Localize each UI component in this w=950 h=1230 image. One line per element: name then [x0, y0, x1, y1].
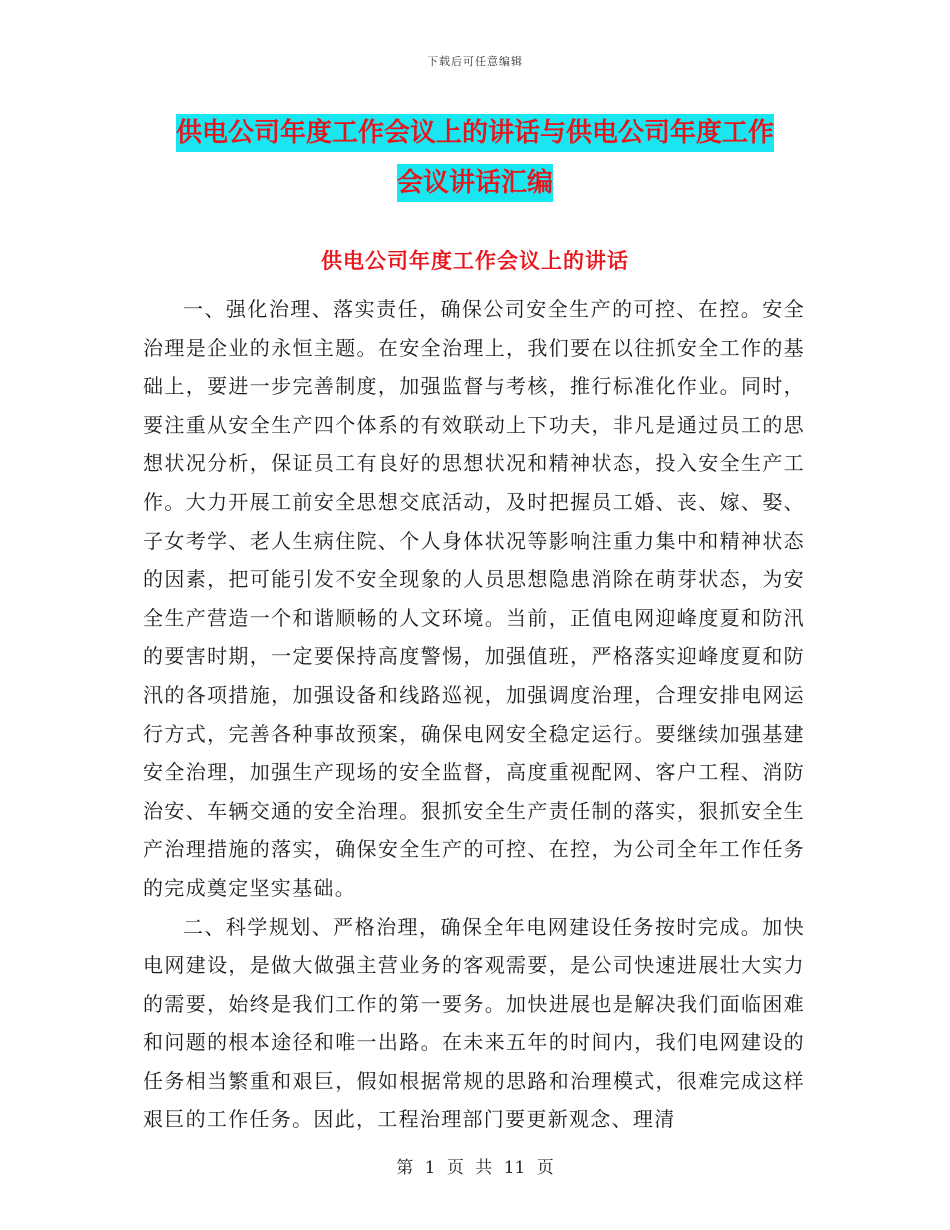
header-note: 下载后可任意编辑: [427, 55, 523, 68]
page-number: 第 1 页 共 11 页: [396, 1158, 554, 1178]
paragraph-2: 二、科学规划、严格治理，确保全年电网建设任务按时完成。加快电网建设，是做大做强主营业务的客观需要，是公司快速进展壮大实力的需要，始终是我们工作的第一要务。加快进展也是解决我们面临困难和问题的根本途径和唯一出路。在未来五年的时间内，我们电网建设的任务相当繁重和艰巨，假如根据常规的思路和治理模式，很难完成这样艰巨的工作任务。因此，工程治理部门要更新观念、理清: [143, 914, 805, 1132]
section-title: 供电公司年度工作会议上的讲话: [321, 249, 629, 273]
document-title-line1: 供电公司年度工作会议上的讲话与供电公司年度工作: [176, 114, 774, 152]
document-title: [140, 108, 810, 208]
document-title-line2: 会议讲话汇编: [397, 164, 553, 202]
body-text: [143, 290, 805, 1139]
paragraph-1: 一、强化治理、落实责任，确保公司安全生产的可控、在控。安全治理是企业的永恒主题。在安全治理上，我们要在以往抓安全工作的基础上，要进一步完善制度，加强监督与考核，推行标准化作业。同时，要注重从安全生产四个体系的有效联动上下功夫，非凡是通过员工的思想状况分析，保证员工有良好的思想状况和精神状态，投入安全生产工作。大力开展工前安全思想交底活动，及时把握员工婚、丧、嫁、娶、子女考学、老人生病住院、个人身体状况等影响注重力集中和精神状态的因素，把可能引发不安全现象的人员思想隐患消除在萌芽状态，为安全生产营造一个和谐顺畅的人文环境。当前，正值电网迎峰度夏和防汛的要害时期，一定要保持高度警惕，加强值班，严格落实迎峰度夏和防汛的各项措施，加强设备和线路巡视，加强调度治理，合理安排电网运行方式，完善各种事故预案，确保电网安全稳定运行。要继续加强基建安全治理，加强生产现场的安全监督，高度重视配网、客户工程、消防治安、车辆交通的安全治理。狠抓安全生产责任制的落实，狠抓安全生产治理措施的落实，确保安全生产的可控、在控，为公司全年工作任务的完成奠定坚实基础。: [143, 297, 805, 900]
